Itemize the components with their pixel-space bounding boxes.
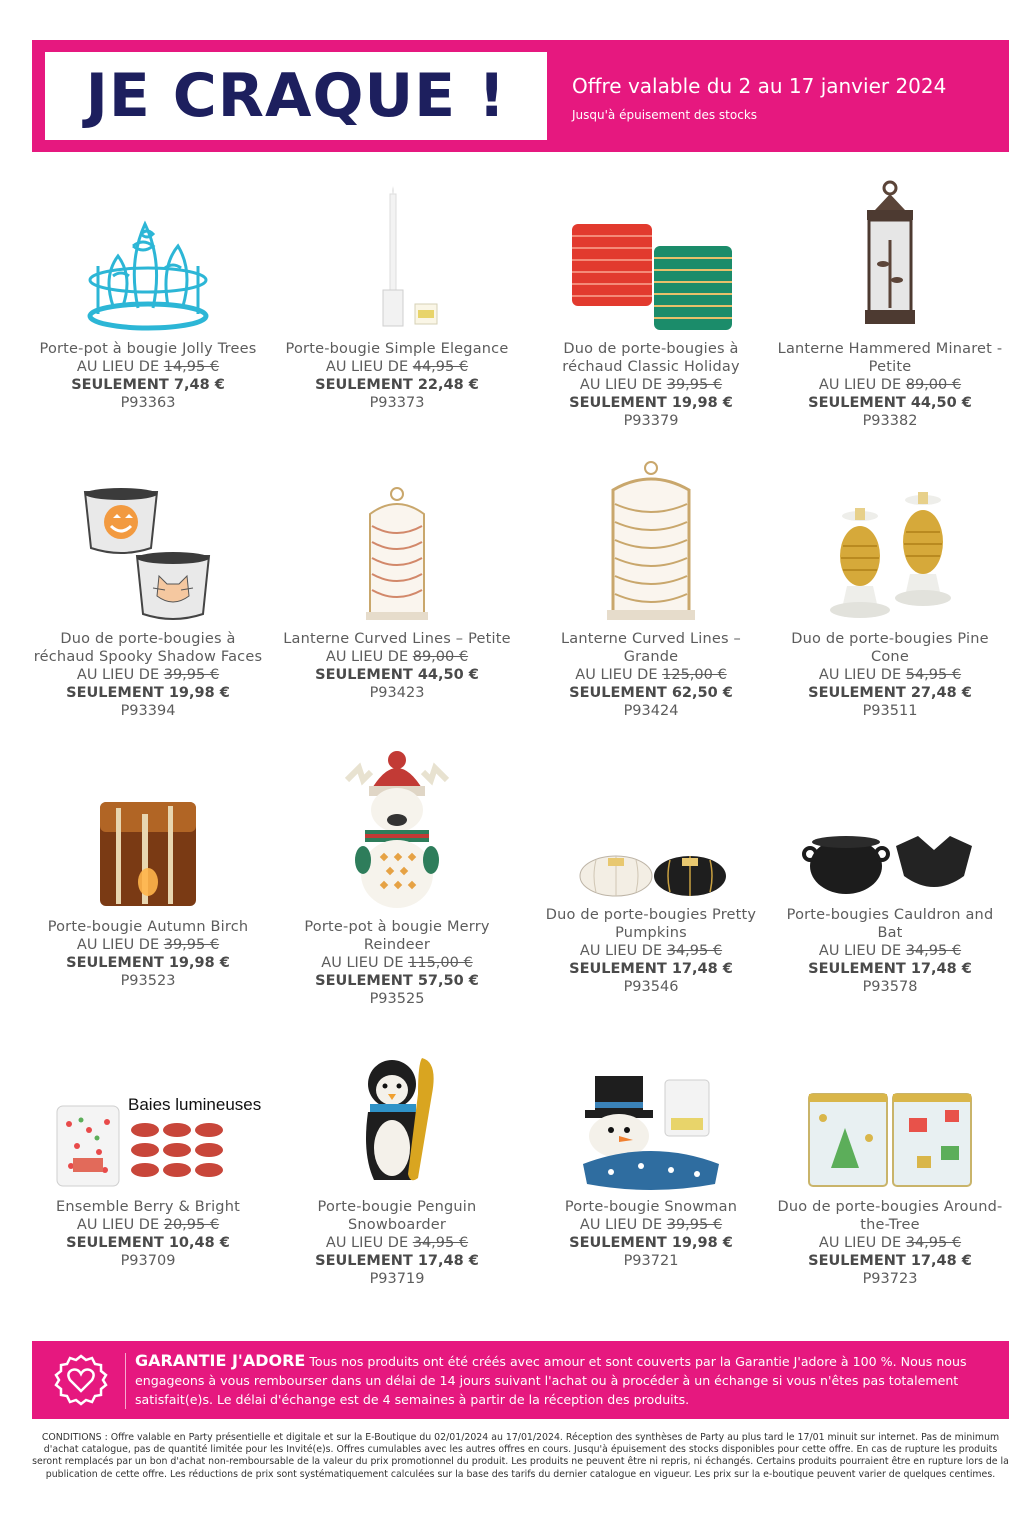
product-card[interactable] [281, 1052, 513, 1288]
product-name: Porte-bougie Autumn Birch [47, 919, 249, 935]
product-card[interactable] [535, 1070, 767, 1270]
price-now: SEULEMENT 19,98 € [569, 1235, 733, 1251]
product-card[interactable] [774, 1086, 1006, 1288]
price-was: AU LIEU DE 89,00 € [818, 377, 962, 393]
product-ref: P93511 [862, 703, 918, 719]
price-was: AU LIEU DE 44,95 € [325, 359, 469, 375]
product-ref: P93424 [623, 703, 679, 719]
price-was: AU LIEU DE 89,00 € [325, 649, 469, 665]
new-price: 7,48 € [173, 377, 225, 393]
product-ref: P93719 [369, 1271, 425, 1287]
guarantee-text [135, 1351, 999, 1409]
gold-lantern-large-icon [535, 458, 767, 622]
price-now: SEULEMENT 10,48 € [66, 1235, 230, 1251]
price-now: SEULEMENT 17,48 € [569, 961, 733, 977]
offer-dates: Offre valable du 2 au 17 janvier 2024 [572, 74, 947, 98]
price-was: AU LIEU DE 54,95 € [818, 667, 962, 683]
price-was: AU LIEU DE 39,95 € [579, 1217, 723, 1233]
guarantee-title: GARANTIE J'ADORE [135, 1351, 306, 1370]
product-ref: P93525 [369, 991, 425, 1007]
product-name: Lanterne Curved Lines – Grande [560, 631, 741, 665]
product-name: Porte-bougies Cauldron and Bat [786, 907, 994, 941]
product-name: Lanterne Curved Lines – Petite [283, 631, 511, 647]
price-was: AU LIEU DE 39,95 € [76, 667, 220, 683]
old-price: 34,95 € [905, 943, 962, 959]
old-price: 115,00 € [408, 955, 473, 971]
new-price: 27,48 € [910, 685, 972, 701]
product-name: Ensemble Berry & Bright [56, 1199, 240, 1215]
price-now: SEULEMENT 17,48 € [808, 1253, 972, 1269]
price-was: AU LIEU DE 34,95 € [818, 943, 962, 959]
new-price: 19,98 € [168, 955, 230, 971]
price-now: SEULEMENT 19,98 € [66, 685, 230, 701]
blue-wire-trees-holder-icon [32, 200, 264, 332]
product-ref: P93382 [862, 413, 918, 429]
guarantee-body: Tous nos produits ont été créés avec amour et sont couverts par la Garantie J'adore à 100 %. Nous nous engageons à vous rembourser dans un délai de 14 jours suivant l'achat ou à procéder à un échange si vous n'êtes pas totalement satisfait(e)s. Le délai d'échange est de 4 semaines à partir de la réception des produits. [135, 1354, 967, 1407]
product-name: Lanterne Hammered Minaret - Petite [777, 341, 1003, 375]
product-ref: P93723 [862, 1271, 918, 1287]
price-now: SEULEMENT 44,50 € [315, 667, 479, 683]
price-now: SEULEMENT 7,48 € [71, 377, 225, 393]
new-price: 19,98 € [671, 1235, 733, 1251]
price-now: SEULEMENT 19,98 € [569, 395, 733, 411]
old-price: 39,95 € [666, 1217, 723, 1233]
price-was: AU LIEU DE 14,95 € [76, 359, 220, 375]
header-banner [32, 40, 1009, 152]
old-price: 34,95 € [412, 1235, 469, 1251]
old-price: 44,95 € [412, 359, 469, 375]
price-now: SEULEMENT 17,48 € [808, 961, 972, 977]
product-name: Porte-pot à bougie Merry Reindeer [304, 919, 490, 953]
price-was: AU LIEU DE 39,95 € [76, 937, 220, 953]
pumpkin-holders-icon [535, 842, 767, 898]
bronze-lantern-icon [774, 180, 1006, 332]
product-card[interactable] [32, 794, 264, 990]
title-box [45, 52, 547, 140]
cauldron-bat-holders-icon [774, 828, 1006, 898]
page-title: JE CRAQUE ! [85, 61, 507, 131]
old-price: 125,00 € [662, 667, 727, 683]
product-name: Porte-bougie Simple Elegance [285, 341, 509, 357]
product-card[interactable] [281, 482, 513, 702]
product-ref: P93394 [120, 703, 176, 719]
product-card[interactable] [774, 828, 1006, 996]
price-now: SEULEMENT 19,98 € [66, 955, 230, 971]
gold-lantern-small-icon [281, 482, 513, 622]
product-card[interactable] [774, 482, 1006, 720]
product-card[interactable] [32, 482, 264, 720]
product-ref: P93578 [862, 979, 918, 995]
price-was: AU LIEU DE 39,95 € [579, 377, 723, 393]
product-name: Porte-pot à bougie Jolly Trees [39, 341, 257, 357]
product-card[interactable] [535, 842, 767, 996]
new-price: 19,98 € [168, 685, 230, 701]
price-now: SEULEMENT 44,50 € [808, 395, 972, 411]
baies-label: Baies lumineuses [128, 1095, 262, 1114]
new-price: 19,98 € [671, 395, 733, 411]
conditions-text: CONDITIONS : Offre valable en Party présentielle et digitale et sur la E-Boutique du 02/01/2024 au 17/01/2024. Réception des synthèses de Party au plus tard le 17/01 minuit sur internet. Pas de minimum d'achat catalogue, pas de quantité limitée pour les Invité(e)s. Offres cumulables avec les autres offres en cours. Jusqu'à épuisement des stocks disponibles pour cette offre. En cas de rupture les produits seront remplacés par un bon d'achat non-remboursable de la valeur du prix promotionnel du produit. Les produits ne peuvent être ni repris, ni échangés. Certains produits pourraient être en rupture lors de la publication de cette offre. Les réductions de prix sont systématiquement calculées sur la base des tarifs du dernier catalogue en vigueur. Les prix sur la e-boutique peuvent varier de quelques centimes. [32, 1432, 1009, 1480]
product-ref: P93523 [120, 973, 176, 989]
price-now: SEULEMENT 62,50 € [569, 685, 733, 701]
product-ref: P93363 [120, 395, 176, 411]
product-card[interactable] [535, 458, 767, 720]
product-ref: P93709 [120, 1253, 176, 1269]
product-name: Duo de porte-bougies Pine Cone [791, 631, 989, 665]
product-name: Porte-bougie Penguin Snowboarder [317, 1199, 477, 1233]
new-price: 17,48 € [910, 1253, 972, 1269]
red-green-votives-icon [535, 212, 767, 332]
old-price: 34,95 € [905, 1235, 962, 1251]
heart-seal-icon [54, 1353, 108, 1411]
product-ref: P93373 [369, 395, 425, 411]
offer-subtitle: Jusqu'à épuisement des stocks [572, 108, 758, 122]
price-was: AU LIEU DE 125,00 € [575, 667, 727, 683]
product-card[interactable] [32, 200, 264, 412]
product-card[interactable] [774, 180, 1006, 430]
pine-cone-holders-icon [774, 482, 1006, 622]
snowman-holder-icon [535, 1070, 767, 1190]
price-now: SEULEMENT 17,48 € [315, 1253, 479, 1269]
pumpkin-cat-votives-icon [32, 482, 264, 622]
product-name: Duo de porte-bougies à réchaud Spooky Shadow Faces [33, 631, 263, 665]
price-was: AU LIEU DE 34,95 € [818, 1235, 962, 1251]
product-name: Duo de porte-bougies Pretty Pumpkins [545, 907, 757, 941]
new-price: 57,50 € [417, 973, 479, 989]
berry-bright-set-icon [32, 1096, 264, 1190]
taper-candle-holder-icon [281, 186, 513, 332]
divider [125, 1353, 126, 1409]
new-price: 44,50 € [417, 667, 479, 683]
price-was: AU LIEU DE 34,95 € [579, 943, 723, 959]
product-name: Duo de porte-bougies Around-the-Tree [777, 1199, 1003, 1233]
new-price: 62,50 € [671, 685, 733, 701]
old-price: 20,95 € [163, 1217, 220, 1233]
product-card[interactable] [32, 1096, 264, 1270]
new-price: 17,48 € [671, 961, 733, 977]
product-ref: P93721 [623, 1253, 679, 1269]
penguin-holder-icon [281, 1052, 513, 1190]
old-price: 14,95 € [163, 359, 220, 375]
price-was: AU LIEU DE 115,00 € [321, 955, 473, 971]
birch-glass-holder-icon [32, 794, 264, 910]
old-price: 39,95 € [666, 377, 723, 393]
old-price: 89,00 € [905, 377, 962, 393]
old-price: 39,95 € [163, 937, 220, 953]
product-card[interactable] [281, 748, 513, 1008]
product-ref: P93379 [623, 413, 679, 429]
new-price: 44,50 € [910, 395, 972, 411]
product-name: Porte-bougie Snowman [564, 1199, 738, 1215]
old-price: 89,00 € [412, 649, 469, 665]
old-price: 54,95 € [905, 667, 962, 683]
reindeer-holder-icon [281, 748, 513, 910]
product-card[interactable] [281, 186, 513, 412]
price-was: AU LIEU DE 34,95 € [325, 1235, 469, 1251]
old-price: 34,95 € [666, 943, 723, 959]
product-ref: P93546 [623, 979, 679, 995]
new-price: 17,48 € [910, 961, 972, 977]
new-price: 17,48 € [417, 1253, 479, 1269]
price-now: SEULEMENT 27,48 € [808, 685, 972, 701]
guarantee-banner [32, 1341, 1009, 1419]
around-tree-votives-icon [774, 1086, 1006, 1190]
product-ref: P93423 [369, 685, 425, 701]
old-price: 39,95 € [163, 667, 220, 683]
product-name: Duo de porte-bougies à réchaud Classic Holiday [562, 341, 740, 375]
new-price: 22,48 € [417, 377, 479, 393]
price-now: SEULEMENT 57,50 € [315, 973, 479, 989]
price-was: AU LIEU DE 20,95 € [76, 1217, 220, 1233]
price-now: SEULEMENT 22,48 € [315, 377, 479, 393]
new-price: 10,48 € [168, 1235, 230, 1251]
product-card[interactable] [535, 212, 767, 430]
